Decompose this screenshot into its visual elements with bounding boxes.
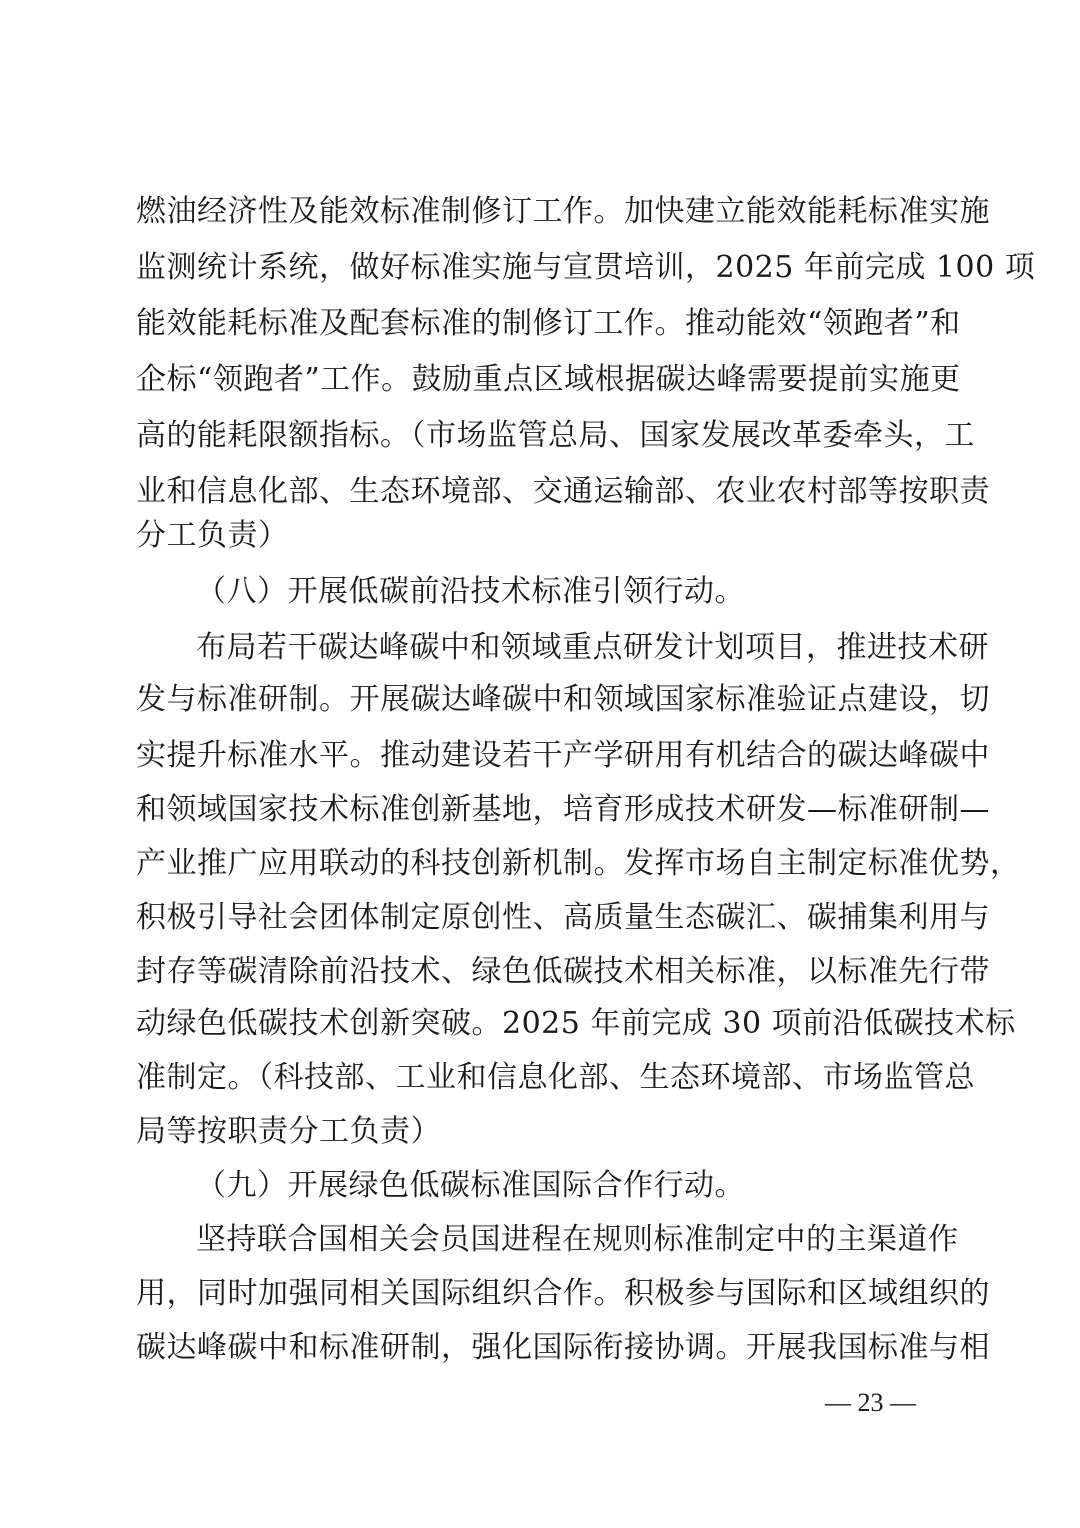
paragraph-line: 动绿色低碳技术创新突破。2025 年前完成 30 项前沿低碳技术标 — [136, 1006, 1016, 1041]
section-heading: （八）开展低碳前沿技术标准引领行动。 — [196, 574, 745, 609]
paragraph-line: 用，同时加强同相关国际组织合作。积极参与国际和区域组织的 — [136, 1276, 990, 1311]
paragraph-line: 高的能耗限额指标。（市场监管总局、国家发展改革委牵头，工 — [136, 418, 975, 453]
paragraph-line: 积极引导社会团体制定原创性、高质量生态碳汇、碳捕集利用与 — [136, 900, 990, 935]
paragraph-line: 局等按职责分工负责） — [136, 1114, 441, 1149]
paragraph-line: 准制定。（科技部、工业和信息化部、生态环境部、市场监管总 — [136, 1060, 975, 1095]
paragraph-line: 封存等碳清除前沿技术、绿色低碳技术相关标准，以标准先行带 — [136, 954, 990, 989]
paragraph-line: 布局若干碳达峰碳中和领域重点研发计划项目，推进技术研 — [196, 630, 989, 665]
page-number: — 23 — — [825, 1388, 916, 1417]
paragraph-line: 分工负责） — [136, 518, 289, 553]
section-heading: （九）开展绿色低碳标准国际合作行动。 — [196, 1168, 745, 1203]
paragraph-line: 和领域国家技术标准创新基地，培育形成技术研发—标准研制— — [136, 792, 990, 827]
paragraph-line: 业和信息化部、生态环境部、交通运输部、农业农村部等按职责 — [136, 474, 990, 509]
paragraph-line: 燃油经济性及能效标准制修订工作。加快建立能效能耗标准实施 — [136, 194, 990, 229]
paragraph-line: 产业推广应用联动的科技创新机制。发挥市场自主制定标准优势， — [136, 846, 1021, 881]
paragraph-line: 企标“领跑者”工作。鼓励重点区域根据碳达峰需要提前实施更 — [136, 362, 961, 397]
paragraph-line: 坚持联合国相关会员国进程在规则标准制定中的主渠道作 — [196, 1222, 959, 1257]
paragraph-line: 实提升标准水平。推动建设若干产学研用有机结合的碳达峰碳中 — [136, 738, 990, 773]
paragraph-line: 监测统计系统，做好标准实施与宣贯培训，2025 年前完成 100 项 — [136, 250, 1036, 285]
paragraph-line: 能效能耗标准及配套标准的制修订工作。推动能效“领跑者”和 — [136, 306, 961, 341]
paragraph-line: 发与标准研制。开展碳达峰碳中和领域国家标准验证点建设，切 — [136, 682, 990, 717]
paragraph-line: 碳达峰碳中和标准研制，强化国际衔接协调。开展我国标准与相 — [136, 1330, 990, 1365]
